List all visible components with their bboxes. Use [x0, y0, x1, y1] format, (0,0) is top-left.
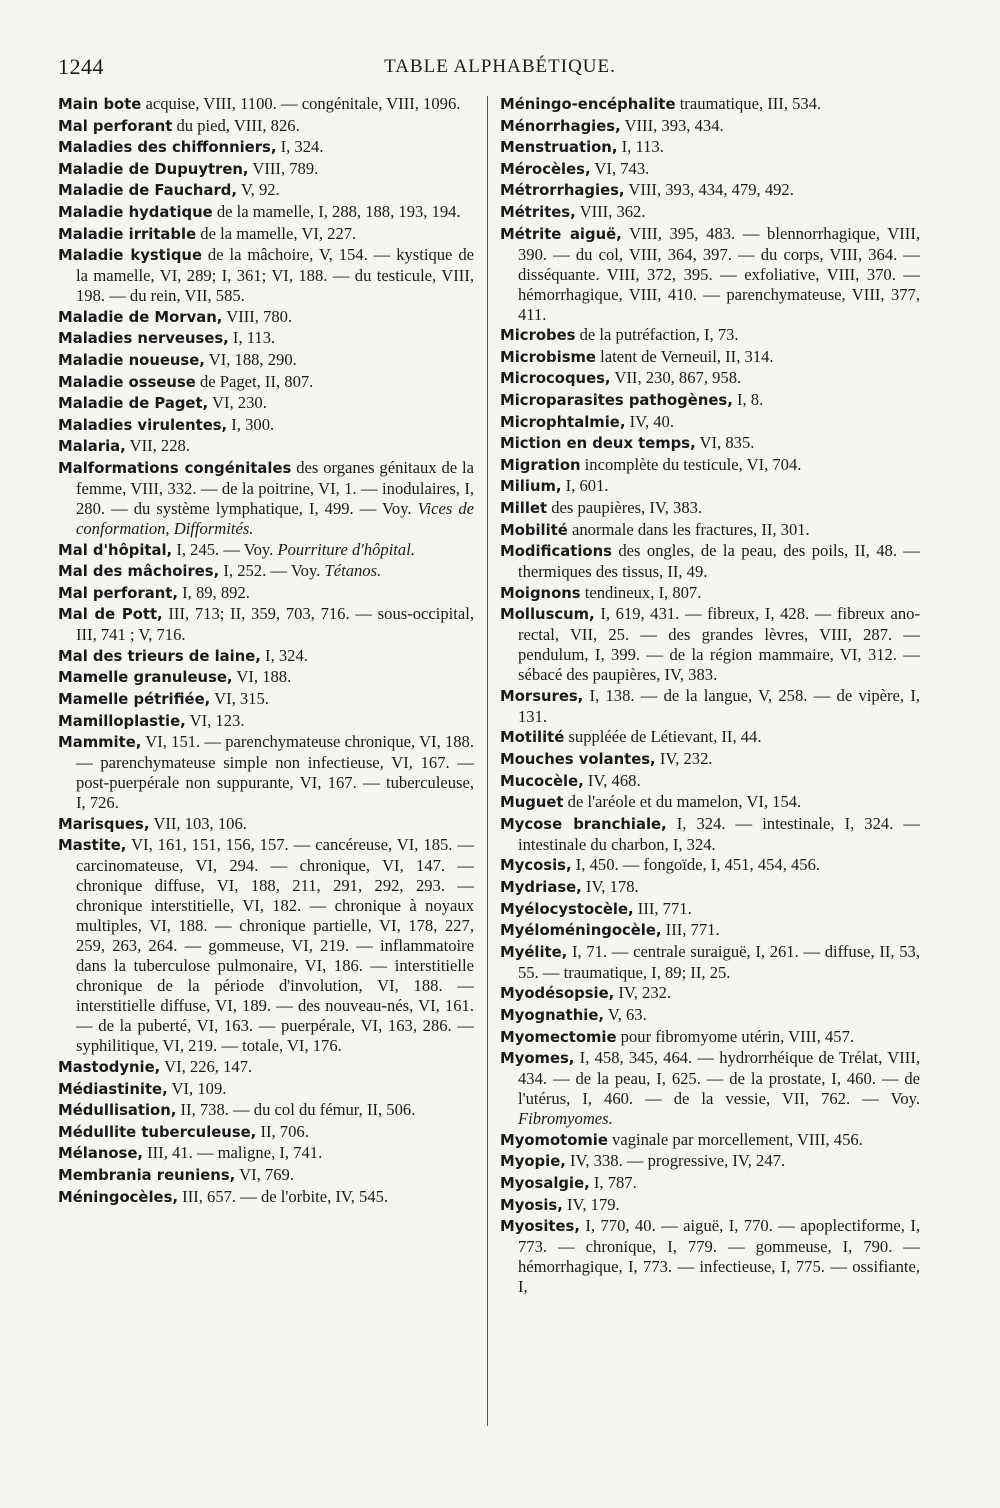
index-entry [500, 1005, 920, 1026]
entry-references: VIII, 780. [222, 306, 293, 326]
entry-headword: Maladie noueuse, [58, 351, 205, 369]
page-header [0, 54, 1000, 84]
entry-references: III, 771. [661, 920, 720, 940]
entry-headword: Malaria, [58, 438, 126, 456]
entry-references: I, 601. [561, 476, 609, 496]
index-entry [58, 1079, 474, 1100]
entry-headword: Mouches volantes, [500, 751, 656, 769]
entry-references: I, 89, 892. [177, 582, 250, 602]
entry-headword: Mal des trieurs de laine, [58, 647, 261, 665]
entry-headword: Microbisme [500, 348, 596, 366]
entry-headword: Myomectomie [500, 1028, 617, 1046]
entry-references: I, 324. [276, 137, 324, 157]
entry-headword: Microphtalmie, [500, 413, 626, 431]
index-entry [500, 412, 920, 433]
entry-cross-reference: Fibromyomes. [518, 1109, 613, 1129]
entry-references: du pied, VIII, 826. [172, 115, 300, 135]
entry-references: incomplète du testicule, VI, 704. [580, 454, 802, 474]
entry-references: VI, 109. [167, 1078, 227, 1098]
index-entry [58, 667, 474, 688]
entry-headword: Mélanose, [58, 1145, 143, 1163]
entry-references: V, 92. [236, 180, 280, 200]
index-entry [58, 1187, 474, 1208]
entry-references: IV, 178. [581, 877, 639, 897]
entry-references: I, 324. [260, 645, 308, 665]
entry-references: I, 450. — fongoïde, I, 451, 454, 456. [571, 855, 821, 875]
entry-headword: Mobilité [500, 521, 568, 539]
entry-references: VI, 230. [208, 393, 267, 413]
entry-headword: Mal perforant, [58, 584, 178, 602]
entry-references: V, 63. [603, 1005, 647, 1024]
entry-headword: Mal de Pott, [58, 606, 163, 624]
entry-headword: Malformations congénitales [58, 459, 292, 477]
entry-references: VIII, 789. [248, 158, 319, 178]
entry-references: acquise, VIII, 1100. — congénitale, VIII, 1096. [141, 94, 461, 113]
entry-headword: Mamelle granuleuse, [58, 669, 233, 687]
entry-references: III, 657. — de l'orbite, IV, 545. [178, 1186, 389, 1206]
index-entry [58, 328, 474, 349]
index-entry [500, 180, 920, 201]
entry-references: traumatique, III, 534. [675, 94, 822, 113]
entry-headword: Myopie, [500, 1153, 566, 1171]
entry-headword: Molluscum, [500, 606, 595, 624]
index-entry [500, 498, 920, 519]
entry-cross-reference: Vices de conformation, Difformités. [76, 498, 475, 538]
entry-references: I, 619, 431. — fibreux, I, 428. — fibreux ano-rectal, VII, 25. — des grandes lèvres, VIII, 287. — pendulum, I, 399. — de la région mammaire, VI, 312. — sébacé des paupières, IV, 383. [518, 604, 920, 685]
entry-references: VII, 230, 867, 958. [610, 368, 742, 388]
entry-references: de la mamelle, VI, 227. [196, 223, 357, 243]
entry-references: suppléée de Létievant, II, 44. [564, 727, 762, 747]
entry-headword: Médullite tuberculeuse, [58, 1123, 257, 1141]
index-entry [58, 711, 474, 732]
entry-headword: Muguet [500, 794, 564, 812]
index-entry [58, 458, 474, 539]
index-entry [500, 727, 920, 748]
index-entry [500, 899, 920, 920]
entry-headword: Maladies nerveuses, [58, 330, 229, 348]
index-entry [58, 1143, 474, 1164]
entry-headword: Médiastinite, [58, 1080, 168, 1098]
entry-references: VII, 228. [125, 436, 190, 456]
entry-references: VI, 769. [235, 1165, 294, 1184]
entry-headword: Médullisation, [58, 1102, 177, 1120]
entry-references: I, 787. [589, 1172, 637, 1192]
entry-headword: Maladies des chiffonniers, [58, 139, 277, 157]
index-entry [500, 749, 920, 770]
index-entry [500, 390, 920, 411]
entry-references: III, 771. [633, 898, 692, 918]
entry-references: VI, 151. — parenchymateuse chronique, VI, 188. — parenchymateuse simple non infectieuse, VI, 167. — post-puerpérale non suppurante, VI, 167. — tuberculeuse, I, 726. [76, 732, 474, 813]
index-entry [58, 307, 474, 328]
entry-references: tendineux, I, 807. [580, 582, 702, 602]
entry-references: II, 706. [256, 1121, 309, 1141]
entry-headword: Maladie de Dupuytren, [58, 160, 249, 178]
index-entry [58, 393, 474, 414]
column-divider [487, 96, 488, 1426]
entry-headword: Myéloméningocèle, [500, 922, 662, 940]
entry-references: I, 300. [227, 414, 275, 434]
right-column [500, 94, 920, 1298]
entry-headword: Menstruation, [500, 139, 618, 157]
entry-headword: Mal d'hôpital, [58, 541, 173, 559]
index-entry [500, 1173, 920, 1194]
index-entry [500, 368, 920, 389]
entry-headword: Mamilloplastie, [58, 712, 186, 730]
index-entry [58, 583, 474, 604]
entry-headword: Méningocèles, [58, 1188, 179, 1206]
entry-headword: Maladie de Paget, [58, 395, 209, 413]
entry-headword: Myosalgie, [500, 1174, 590, 1192]
entry-headword: Myélocystocèle, [500, 900, 634, 918]
index-entry [500, 771, 920, 792]
index-entry [500, 520, 920, 541]
entry-references: VI, 188. [232, 667, 292, 687]
index-entry [58, 159, 474, 180]
index-entry [58, 1122, 474, 1143]
entry-references: de la mamelle, I, 288, 188, 193, 194. [212, 201, 461, 221]
entry-references: pour fibromyome utérin, VIII, 457. [616, 1026, 855, 1046]
entry-headword: Ménorrhagies, [500, 117, 621, 135]
index-entry [58, 137, 474, 158]
entry-headword: Millet [500, 499, 548, 517]
entry-cross-reference: Pourriture d'hôpital. [277, 539, 415, 559]
entry-headword: Myomes, [500, 1050, 575, 1068]
entry-references: IV, 468. [583, 770, 641, 790]
entry-headword: Maladie irritable [58, 225, 197, 243]
index-entry [500, 1216, 920, 1297]
entry-headword: Myognathie, [500, 1007, 604, 1024]
index-entry [500, 347, 920, 368]
entry-cross-reference: Tétanos. [324, 561, 382, 581]
entry-headword: Migration [500, 456, 581, 474]
index-entry [58, 415, 474, 436]
entry-references: III, 41. — maligne, I, 741. [142, 1143, 323, 1163]
entry-references: VII, 103, 106. [149, 813, 247, 833]
index-entry [500, 94, 920, 115]
entry-references: des organes génitaux de la femme, VIII, 332. — de la poitrine, VI, 1. — inodulaires, I, 280. — du système lymphatique, I, 499. — Voy. [76, 457, 474, 518]
page-number: 1244 [58, 54, 104, 79]
index-entry [58, 689, 474, 710]
entry-references: IV, 338. — progressive, IV, 247. [565, 1151, 786, 1171]
entry-headword: Main bote [58, 96, 142, 113]
index-entry [500, 877, 920, 898]
entry-headword: Mammite, [58, 734, 142, 752]
entry-references: des paupières, IV, 383. [547, 497, 703, 517]
entry-headword: Mycosis, [500, 857, 572, 875]
entry-references: I, 138. — de la langue, V, 258. — de vipère, I, 131. [518, 685, 920, 726]
entry-references: VI, 315. [210, 689, 269, 709]
entry-headword: Maladie de Fauchard, [58, 182, 237, 200]
entry-references: I, 770, 40. — aiguë, I, 770. — apoplectiforme, I, 773. — chronique, I, 779. — gommeuse, I, 790. — hémorrhagique, I, 773. — infectieuse, I, 775. — ossifiante, I, [518, 1216, 920, 1297]
entry-headword: Méningo-encéphalite [500, 96, 676, 113]
entry-references: VI, 226, 147. [160, 1057, 253, 1077]
entry-references: IV, 40. [625, 411, 674, 431]
index-entry [500, 541, 920, 582]
index-entry [58, 94, 474, 115]
entry-headword: Mydriase, [500, 879, 582, 897]
index-entry [58, 350, 474, 371]
index-entry [500, 1151, 920, 1172]
entry-references: I, 245. — Voy. [172, 539, 278, 559]
entry-references: de Paget, II, 807. [195, 371, 314, 391]
entry-references: de l'aréole et du mamelon, VI, 154. [563, 792, 802, 812]
entry-headword: Moignons [500, 584, 581, 602]
entry-headword: Mastite, [58, 837, 127, 855]
index-entry [500, 855, 920, 876]
entry-references: VIII, 393, 434, 479, 492. [624, 180, 794, 200]
index-entry [500, 583, 920, 604]
entry-headword: Myosites, [500, 1218, 580, 1236]
index-entry [58, 1165, 474, 1186]
entry-headword: Maladie kystique [58, 247, 202, 265]
entry-headword: Mal des mâchoires, [58, 563, 220, 581]
entry-headword: Motilité [500, 729, 565, 747]
index-entry [500, 983, 920, 1004]
entry-headword: Membrania reuniens, [58, 1167, 236, 1184]
index-entry [500, 1195, 920, 1216]
entry-references: II, 738. — du col du fémur, II, 506. [176, 1100, 416, 1120]
index-entry [58, 245, 474, 306]
entry-references: latent de Verneuil, II, 314. [595, 346, 774, 366]
index-entry [500, 433, 920, 454]
index-entry [58, 436, 474, 457]
index-entry [500, 116, 920, 137]
entry-references: I, 113. [228, 328, 276, 348]
running-title: TABLE ALPHABÉTIQUE. [384, 56, 616, 77]
entry-references: IV, 232. [655, 749, 713, 769]
entry-references: VI, 835. [695, 433, 755, 453]
entry-references: I, 458, 345, 464. — hydrorrhéique de Trélat, VIII, 434. — de la peau, I, 625. — de la prostate, I, 460. — de l'utérus, I, 460. — de la vessie, VII, 762. — Voy. [518, 1048, 920, 1109]
index-entry [58, 116, 474, 137]
index-entry [500, 476, 920, 497]
index-entry [500, 1027, 920, 1048]
index-entry [500, 792, 920, 813]
left-column [58, 94, 474, 1208]
entry-references: IV, 179. [562, 1194, 620, 1214]
index-entry [58, 180, 474, 201]
entry-references: IV, 232. [614, 983, 672, 1003]
entry-references: VI, 188, 290. [204, 349, 297, 369]
entry-headword: Milium, [500, 478, 562, 496]
entry-headword: Marisques, [58, 815, 150, 833]
entry-references: VI, 123. [185, 710, 245, 730]
entry-references: des ongles, de la peau, des poils, II, 48. — thermiques des tissus, II, 49. [518, 541, 920, 582]
entry-headword: Métrite aiguë, [500, 225, 622, 243]
index-entry [58, 1057, 474, 1078]
entry-headword: Microparasites pathogènes, [500, 391, 733, 409]
entry-headword: Morsures, [500, 687, 584, 705]
entry-references: VI, 743. [590, 158, 650, 178]
index-entry [58, 814, 474, 835]
index-entry [500, 686, 920, 727]
index-entry [500, 159, 920, 180]
index-entry [500, 325, 920, 346]
entry-headword: Myomotomie [500, 1131, 608, 1149]
entry-headword: Mamelle pétrifiée, [58, 691, 211, 709]
index-entry [58, 372, 474, 393]
entry-references: I, 252. — Voy. [219, 561, 325, 581]
entry-references: VIII, 393, 434. [620, 115, 724, 135]
entry-headword: Mal perforant [58, 117, 173, 135]
index-entry [58, 561, 474, 582]
entry-headword: Mérocèles, [500, 160, 591, 178]
entry-headword: Maladies virulentes, [58, 416, 228, 434]
entry-references: I, 324. — intestinale, I, 324. — intestinale du charbon, I, 324. [518, 813, 920, 854]
entry-references: de la putréfaction, I, 73. [575, 325, 739, 345]
entry-headword: Métrites, [500, 203, 576, 221]
entry-headword: Modifications [500, 543, 612, 561]
entry-references: I, 113. [617, 137, 664, 157]
index-entry [58, 646, 474, 667]
entry-headword: Myodésopsie, [500, 985, 615, 1003]
entry-references: I, 71. — centrale suraiguë, I, 261. — diffuse, II, 53, 55. — traumatique, I, 89; II, 25. [518, 941, 920, 982]
entry-references: VIII, 362. [575, 201, 646, 221]
entry-headword: Miction en deux temps, [500, 435, 696, 453]
index-entry [58, 835, 474, 1056]
index-entry [500, 224, 920, 325]
index-entry [58, 604, 474, 645]
entry-headword: Mycose branchiale, [500, 815, 667, 833]
entry-references: VIII, 395, 483. — blennorrhagique, VIII, 390. — du col, VIII, 364, 397. — du corps, VIII, 364. — disséquante. VIII, 372, 395. — exfoliative, VIII, 370. — hémorrhagique, VIII, 410. — parenchymateuse, VIII, 377, 411. [518, 223, 920, 324]
entry-references: vaginale par morcellement, VIII, 456. [607, 1129, 863, 1149]
entry-headword: Microbes [500, 327, 576, 345]
index-entry [58, 202, 474, 223]
entry-headword: Mucocèle, [500, 772, 584, 790]
index-entry [500, 455, 920, 476]
index-entry [58, 224, 474, 245]
index-entry [58, 732, 474, 813]
index-entry [500, 604, 920, 685]
index-entry [500, 202, 920, 223]
index-entry [500, 1048, 920, 1129]
index-entry [500, 920, 920, 941]
entry-headword: Maladie osseuse [58, 373, 196, 391]
entry-headword: Mastodynie, [58, 1059, 161, 1077]
entry-references: de la mâchoire, V, 154. — kystique de la mamelle, VI, 289; I, 361; VI, 188. — du testicule, VIII, 198. — du rein, VII, 585. [76, 245, 474, 306]
entry-headword: Maladie de Morvan, [58, 308, 223, 326]
index-entry [500, 814, 920, 855]
entry-references: anormale dans les fractures, II, 301. [567, 519, 810, 539]
entry-headword: Microcoques, [500, 370, 611, 388]
entry-references: III, 713; II, 359, 703, 716. — sous-occipital, III, 741 ; V, 716. [76, 604, 474, 645]
entry-headword: Myosis, [500, 1196, 563, 1214]
index-entry [58, 1100, 474, 1121]
entry-references: VI, 161, 151, 156, 157. — cancéreuse, VI, 185. — carcinomateuse, VI, 294. — chronique, VI, 147. — chronique diffuse, VI, 188, 211, 291, 292, 293. — chronique interstitielle, VI, 182. — chronique à noyaux multiples, VI, 188. — chronique partielle, VI, 178, 227, 259, 263, 264. — gommeuse, VI, 219. — inflammatoire dans la tuberculose pulmonaire, VI, 186. — interstitielle chronique de la période d'involution, VI, 188. — interstitielle diffuse, VI, 189. — des nouveau-nés, VI, 161. — de la puberté, VI, 163. — puerpérale, VI, 163, 286. — syphilitique, VI, 219. — totale, VI, 176. [76, 835, 474, 1056]
index-entry [500, 942, 920, 983]
entry-headword: Myélite, [500, 943, 568, 961]
entry-headword: Maladie hydatique [58, 203, 213, 221]
entry-headword: Métrorrhagies, [500, 182, 625, 200]
index-entry [500, 137, 920, 158]
index-entry [500, 1130, 920, 1151]
index-entry [58, 540, 474, 561]
entry-references: I, 8. [732, 389, 764, 409]
